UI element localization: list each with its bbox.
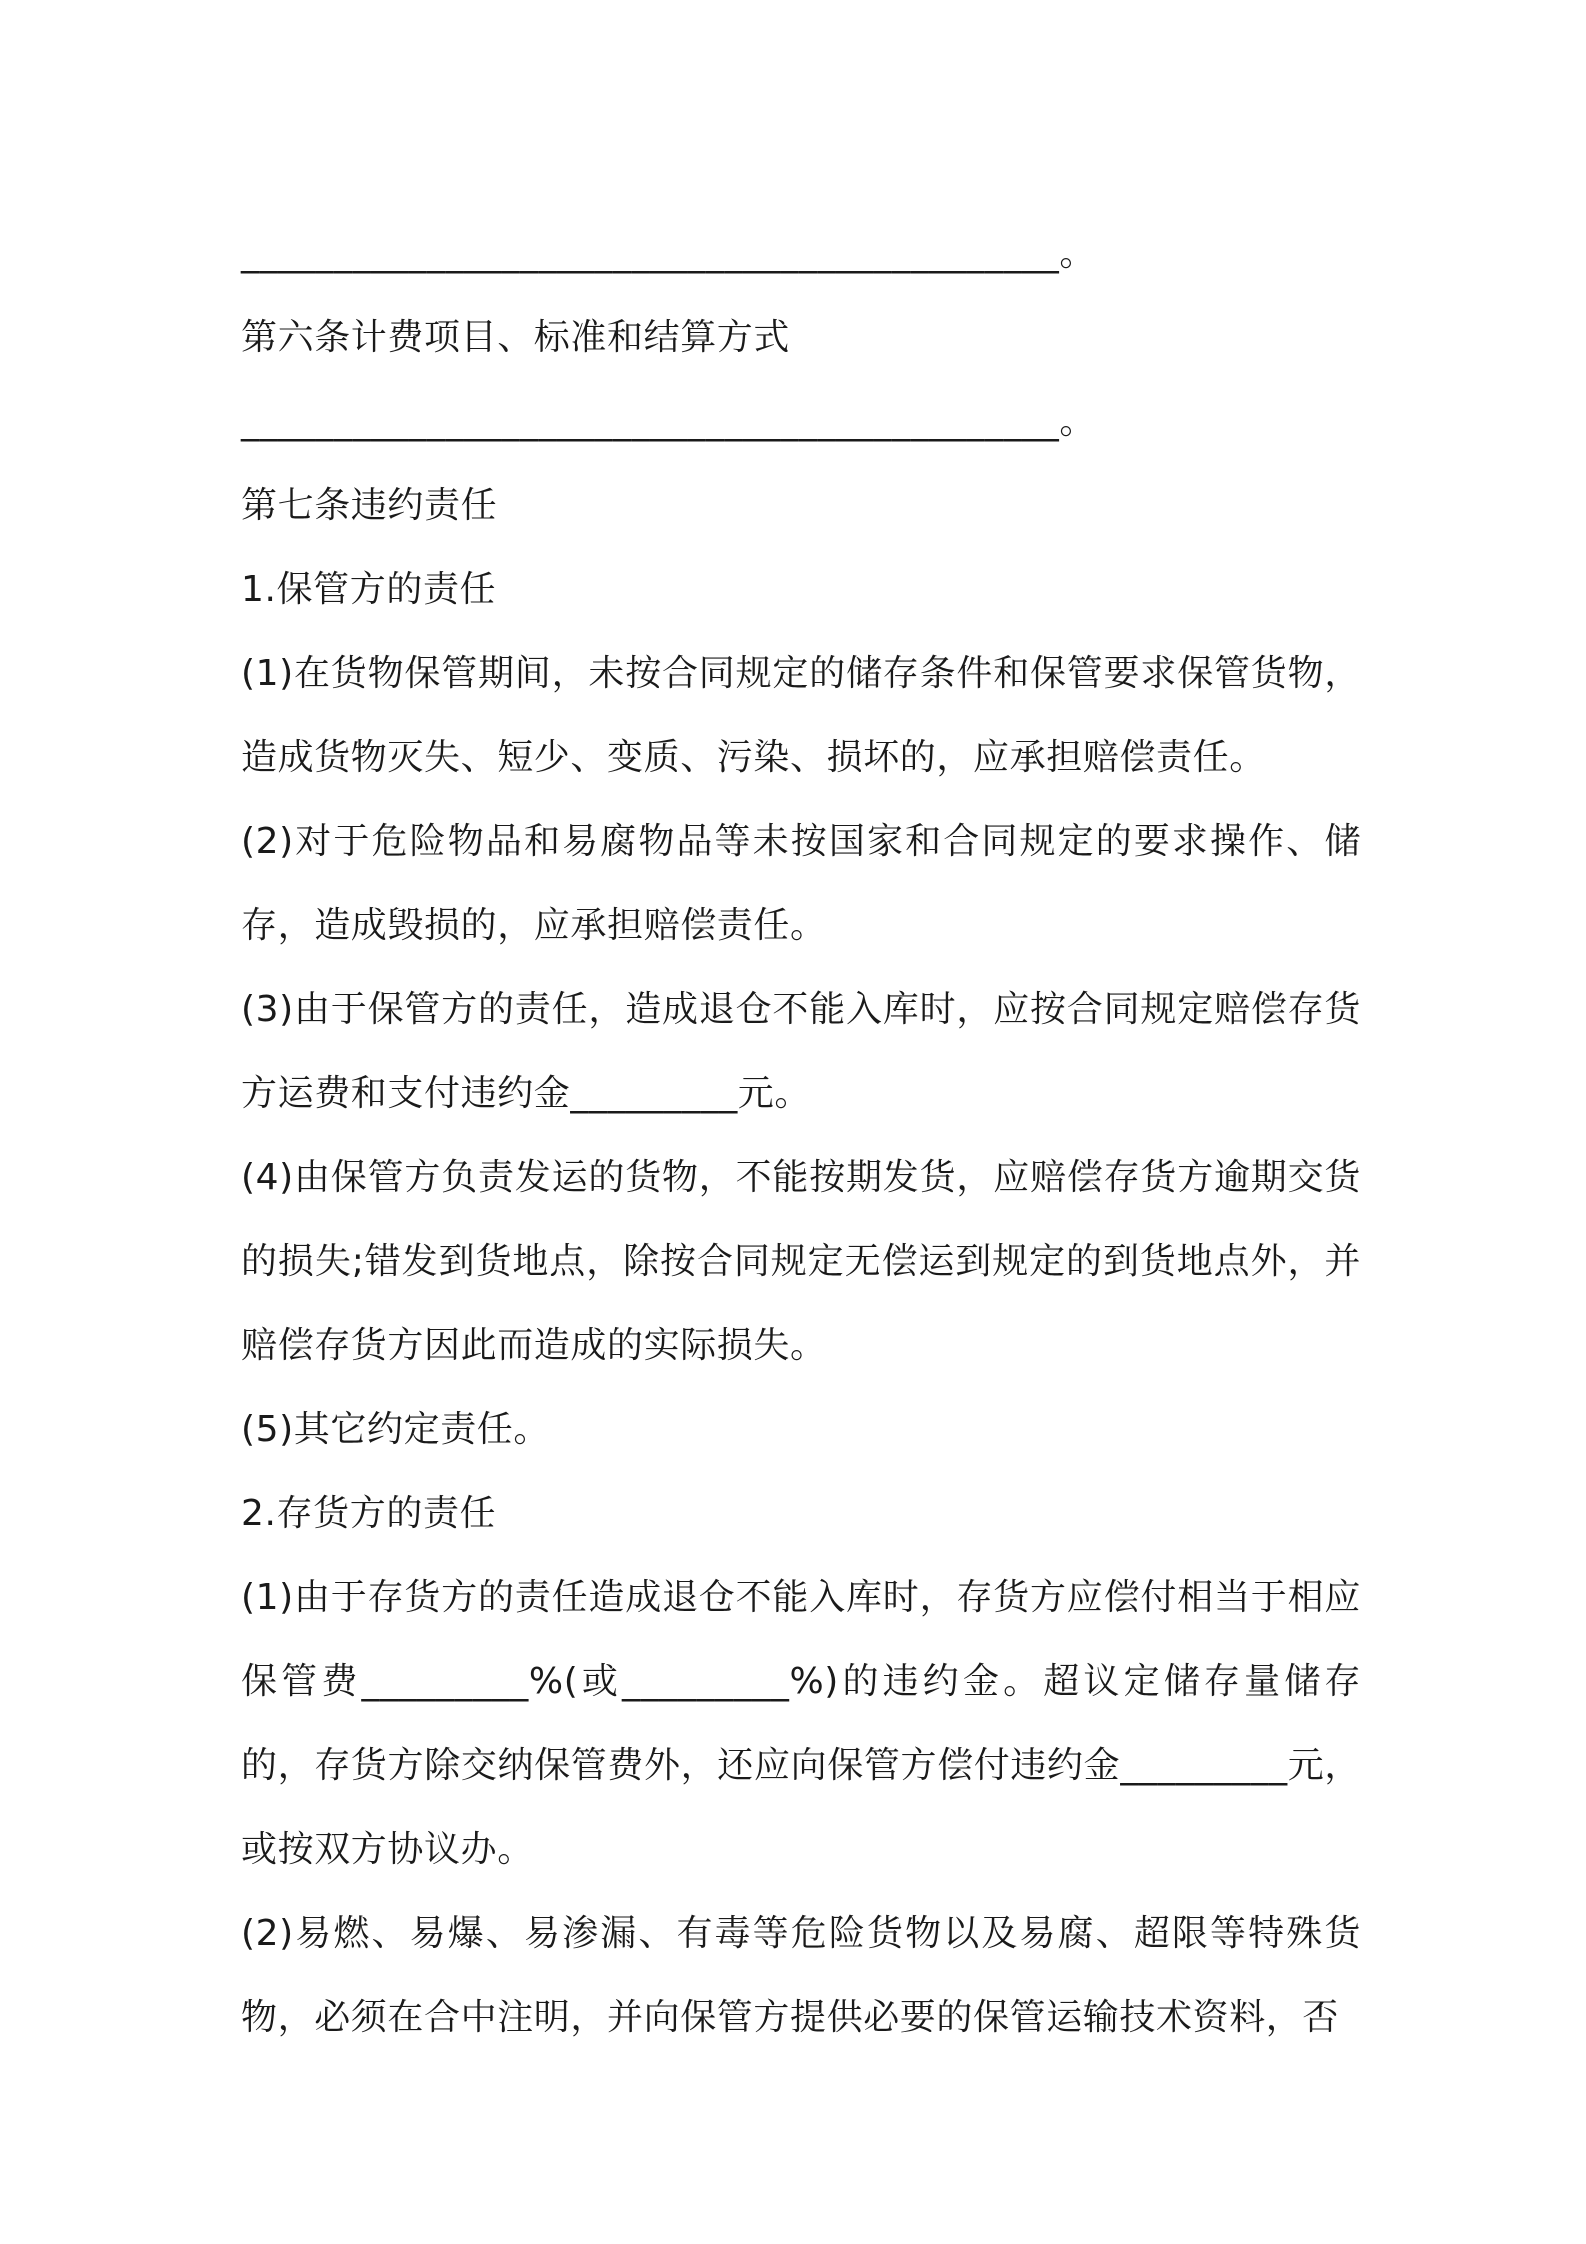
document-body bbox=[241, 212, 1361, 2060]
section-1-item-5: (5)其它约定责任。 bbox=[241, 1409, 550, 1450]
article-7-heading: 第七条违约责任 bbox=[241, 485, 498, 526]
blank-line-2: ____________________________________________。 bbox=[241, 401, 1096, 442]
section-1-item-2: (2)对于危险物品和易腐物品等未按国家和合同规定的要求操作、储存，造成毁损的，应承担赔偿责任。 bbox=[241, 821, 1361, 946]
section-2-item-1: (1)由于存货方的责任造成退仓不能入库时，存货方应偿付相当于相应保管费_________%(或_________%)的违约金。超议定储存量储存的，存货方除交纳保管费外，还应向保管方偿付违约金_________元，或按双方协议办。 bbox=[241, 1577, 1361, 1870]
section-1-heading: 1.保管方的责任 bbox=[241, 569, 497, 610]
section-1-item-3: (3)由于保管方的责任，造成退仓不能入库时，应按合同规定赔偿存货方运费和支付违约金_________元。 bbox=[241, 989, 1361, 1114]
article-6-heading: 第六条计费项目、标准和结算方式 bbox=[241, 317, 791, 358]
blank-line-1: ____________________________________________。 bbox=[241, 233, 1096, 274]
section-2-heading: 2.存货方的责任 bbox=[241, 1493, 497, 1534]
section-2-item-2: (2)易燃、易爆、易渗漏、有毒等危险货物以及易腐、超限等特殊货物，必须在合中注明，并向保管方提供必要的保管运输技术资料，否 bbox=[241, 1913, 1361, 2038]
section-1-item-4: (4)由保管方负责发运的货物，不能按期发货，应赔偿存货方逾期交货的损失;错发到货地点，除按合同规定无偿运到规定的到货地点外，并赔偿存货方因此而造成的实际损失。 bbox=[241, 1157, 1361, 1366]
section-1-item-1: (1)在货物保管期间，未按合同规定的储存条件和保管要求保管货物，造成货物灭失、短少、变质、污染、损坏的，应承担赔偿责任。 bbox=[241, 653, 1361, 778]
